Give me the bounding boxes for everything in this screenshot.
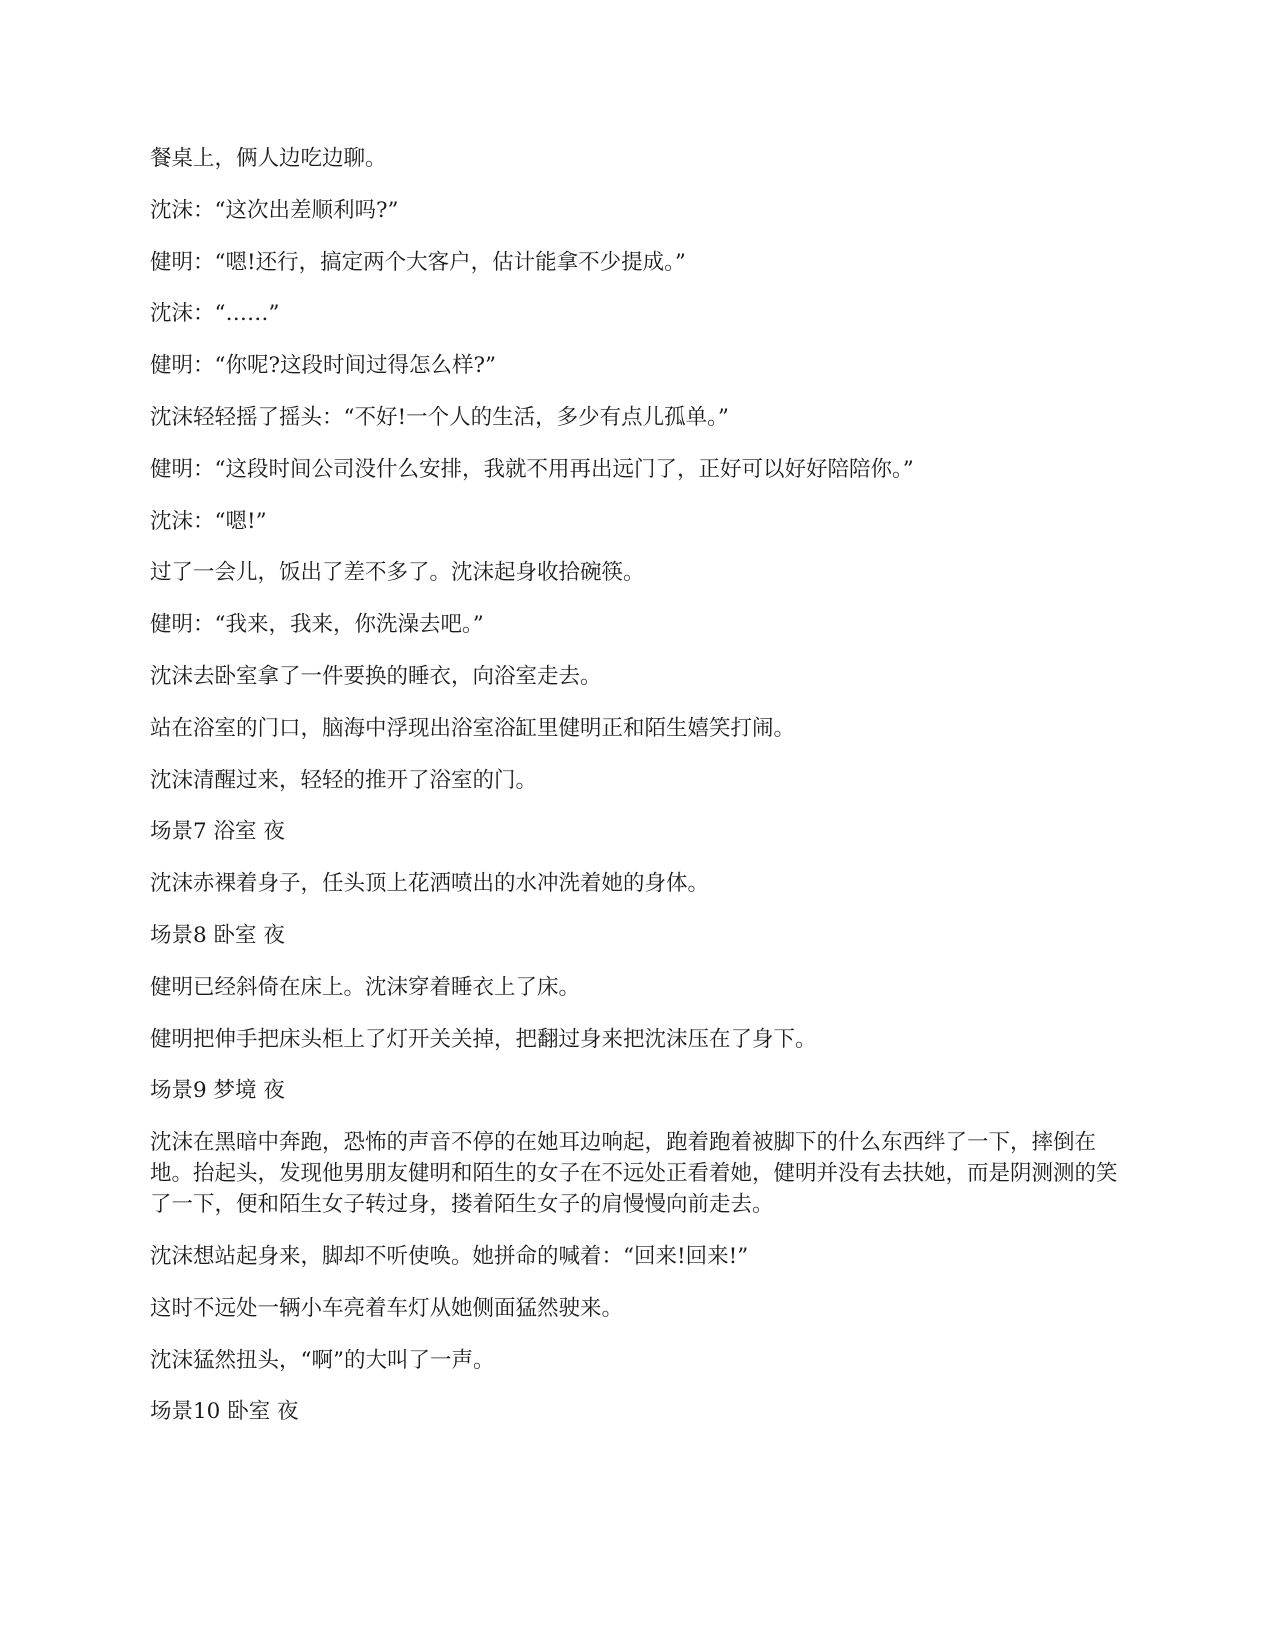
dialogue-line: 健明：“你呢?这段时间过得怎么样?”	[150, 353, 497, 379]
paragraph: 沈沫去卧室拿了一件要换的睡衣，向浴室走去。	[150, 663, 602, 689]
dialogue-line: 沈沫轻轻摇了摇头：“不好!一个人的生活，多少有点儿孤单。”	[150, 404, 729, 430]
paragraph: 健明已经斜倚在床上。沈沫穿着睡衣上了床。	[150, 974, 581, 1000]
dialogue-line: 沈沫想站起身来，脚却不听使唤。她拼命的喊着：“回来!回来!”	[150, 1243, 749, 1269]
document-body	[150, 143, 1125, 1448]
dialogue-line: 沈沫：“……”	[150, 301, 280, 327]
scene-heading: 场景8 卧室 夜	[150, 922, 285, 948]
paragraph: 沈沫猛然扭头，“啊”的大叫了一声。	[150, 1347, 495, 1373]
dialogue-line: 沈沫：“这次出差顺利吗?”	[150, 197, 399, 223]
paragraph: 沈沫赤裸着身子，任头顶上花洒喷出的水冲洗着她的身体。	[150, 871, 710, 897]
paragraph: 沈沫在黑暗中奔跑，恐怖的声音不停的在她耳边响起，跑着跑着被脚下的什么东西绊了一下，摔倒在地。抬起头，发现他男朋友健明和陌生的女子在不远处正看着她，健明并没有去扶她，而是阴测测的笑了一下，便和陌生女子转过身，搂着陌生女子的肩慢慢向前走去。	[150, 1130, 1118, 1218]
paragraph: 沈沫清醒过来，轻轻的推开了浴室的门。	[150, 767, 538, 793]
dialogue-line: 沈沫：“嗯!”	[150, 508, 267, 534]
dialogue-line: 健明：“嗯!还行，搞定两个大客户，估计能拿不少提成。”	[150, 249, 686, 275]
scene-heading: 场景10 卧室 夜	[150, 1399, 299, 1425]
scene-heading: 场景9 梦境 夜	[150, 1078, 285, 1104]
scene-heading: 场景7 浴室 夜	[150, 819, 285, 845]
paragraph: 餐桌上，俩人边吃边聊。	[150, 146, 387, 171]
paragraph: 过了一会儿，饭出了差不多了。沈沫起身收拾碗筷。	[150, 560, 645, 586]
dialogue-line: 健明：“这段时间公司没什么安排，我就不用再出远门了，正好可以好好陪陪你。”	[150, 456, 914, 482]
dialogue-line: 健明：“我来，我来，你洗澡去吧。”	[150, 612, 484, 638]
paragraph: 这时不远处一辆小车亮着车灯从她侧面猛然驶来。	[150, 1295, 624, 1321]
paragraph: 健明把伸手把床头柜上了灯开关关掉，把翻过身来把沈沫压在了身下。	[150, 1026, 817, 1052]
paragraph: 站在浴室的门口，脑海中浮现出浴室浴缸里健明正和陌生嬉笑打闹。	[150, 715, 796, 741]
